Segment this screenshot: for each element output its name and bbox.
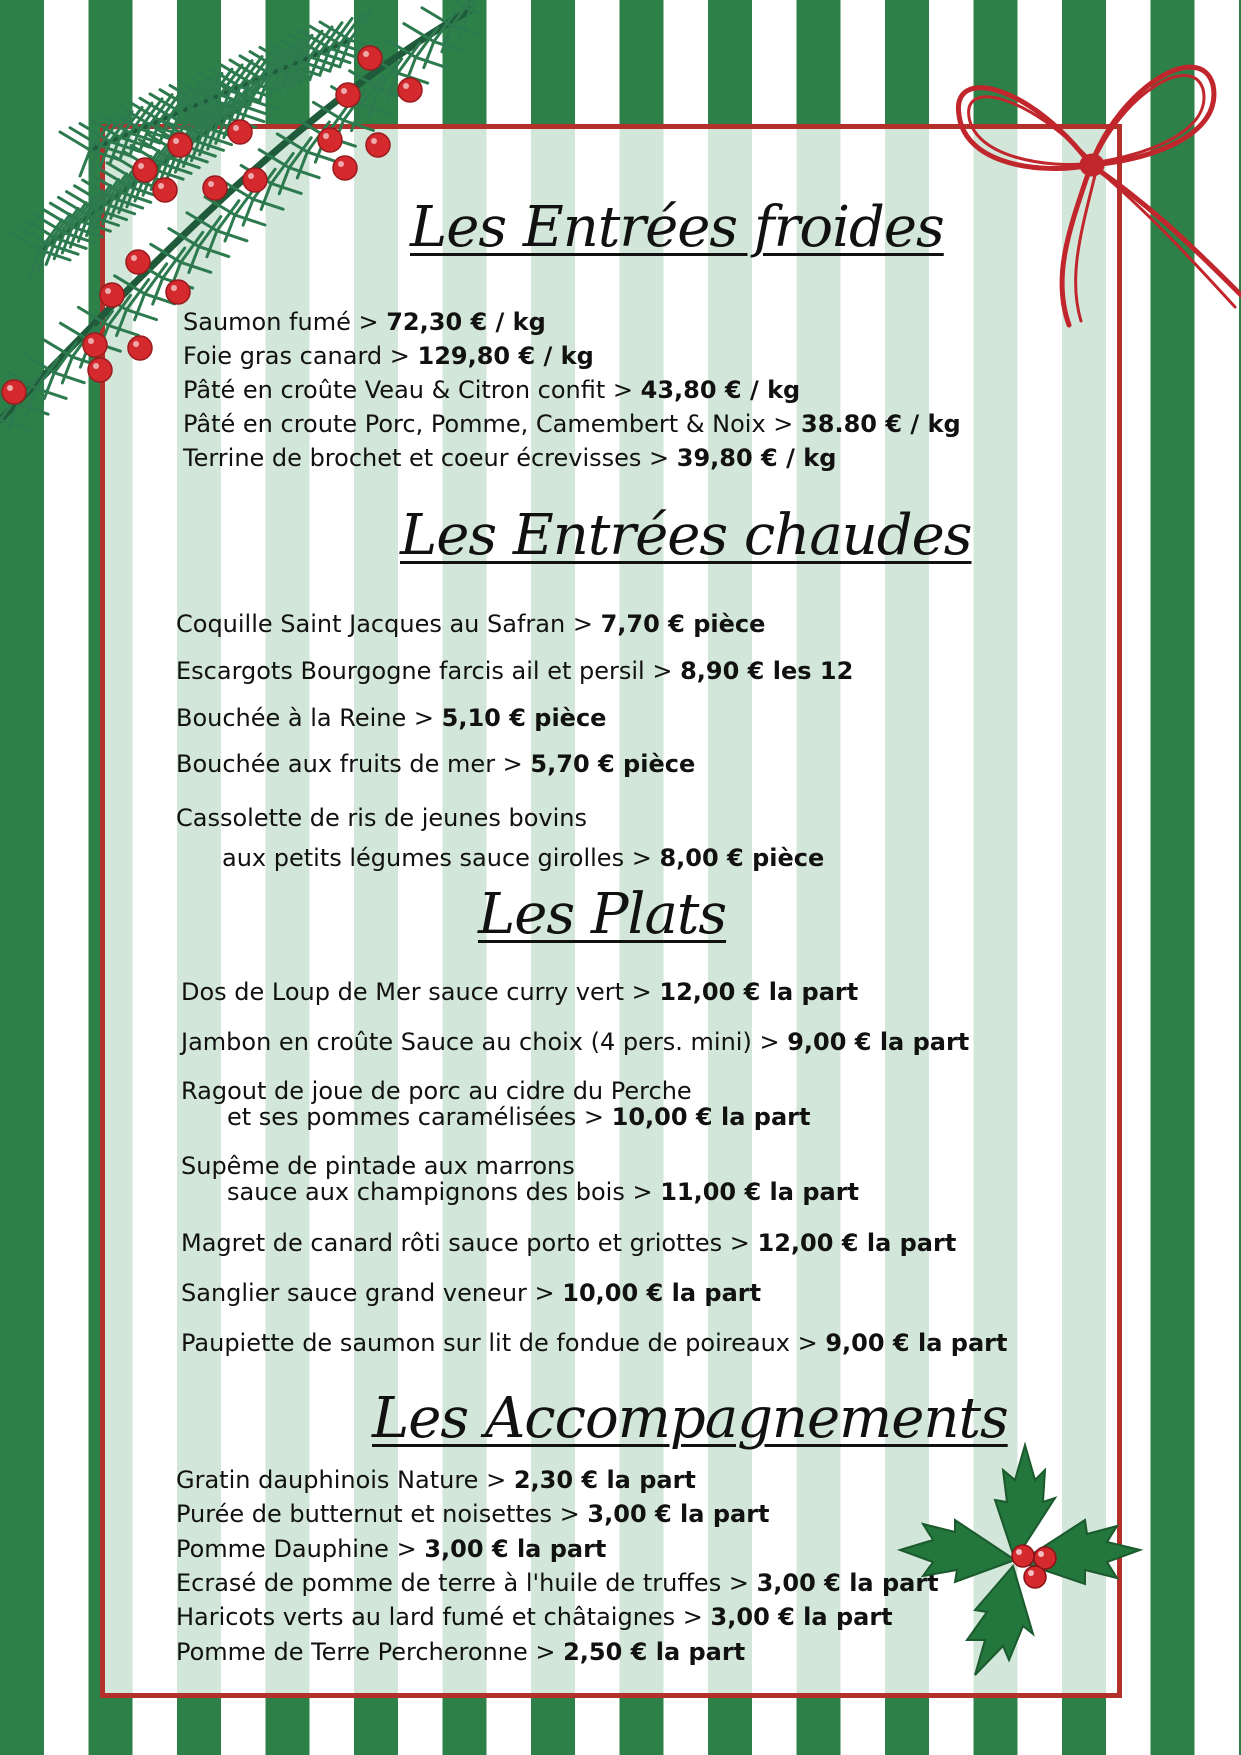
list-item: Terrine de brochet et coeur écrevisses > 39,80 € / kg [183,444,837,472]
section-title-mains: Les Plats [478,882,727,947]
list-item: Escargots Bourgogne farcis ail et persil > 8,90 € les 12 [176,657,854,685]
list-item: Haricots verts au lard fumé et châtaignes > 3,00 € la part [176,1603,893,1631]
list-item: Cassolette de ris de jeunes bovins aux petits légumes sauce girolles > 8,00 € pièce [176,804,825,872]
list-item: Coquille Saint Jacques au Safran > 7,70 € pièce [176,610,766,638]
list-item: Purée de butternut et noisettes > 3,00 € la part [176,1500,770,1528]
list-item: Saumon fumé > 72,30 € / kg [183,308,546,336]
list-item: Pomme de Terre Percheronne > 2,50 € la part [176,1638,746,1666]
list-item: Bouchée à la Reine > 5,10 € pièce [176,704,607,732]
list-item: Dos de Loup de Mer sauce curry vert > 12,00 € la part [181,978,859,1006]
list-item: Magret de canard rôti sauce porto et griottes > 12,00 € la part [181,1229,957,1257]
list-item: Pâté en croûte Veau & Citron confit > 43,80 € / kg [183,376,801,404]
list-item: Pomme Dauphine > 3,00 € la part [176,1535,607,1563]
list-item: Ecrasé de pomme de terre à l'huile de truffes > 3,00 € la part [176,1569,939,1597]
list-item: Supême de pintade aux marrons sauce aux champignons des bois > 11,00 € la part [181,1152,860,1206]
pine-branch-icon [0,0,480,470]
list-item: Gratin dauphinois Nature > 2,30 € la part [176,1466,696,1494]
list-item: Sanglier sauce grand veneur > 10,00 € la part [181,1279,762,1307]
red-ribbon-bow-icon [951,45,1241,345]
list-item: Paupiette de saumon sur lit de fondue de poireaux > 9,00 € la part [181,1329,1008,1357]
section-title-hot-starters: Les Entrées chaudes [400,503,972,568]
section-title-cold-starters: Les Entrées froides [410,195,944,260]
list-item: Pâté en croute Porc, Pomme, Camembert & Noix > 38.80 € / kg [183,410,961,438]
holly-leaves-icon [895,1440,1145,1680]
list-item: Jambon en croûte Sauce au choix (4 pers. mini) > 9,00 € la part [181,1028,970,1056]
list-item: Ragout de joue de porc au cidre du Perche et ses pommes caramélisées > 10,00 € la part [181,1077,811,1131]
list-item: Foie gras canard > 129,80 € / kg [183,342,594,370]
list-item: Bouchée aux fruits de mer > 5,70 € pièce [176,750,696,778]
section-title-sides: Les Accompagnements [372,1386,1008,1451]
